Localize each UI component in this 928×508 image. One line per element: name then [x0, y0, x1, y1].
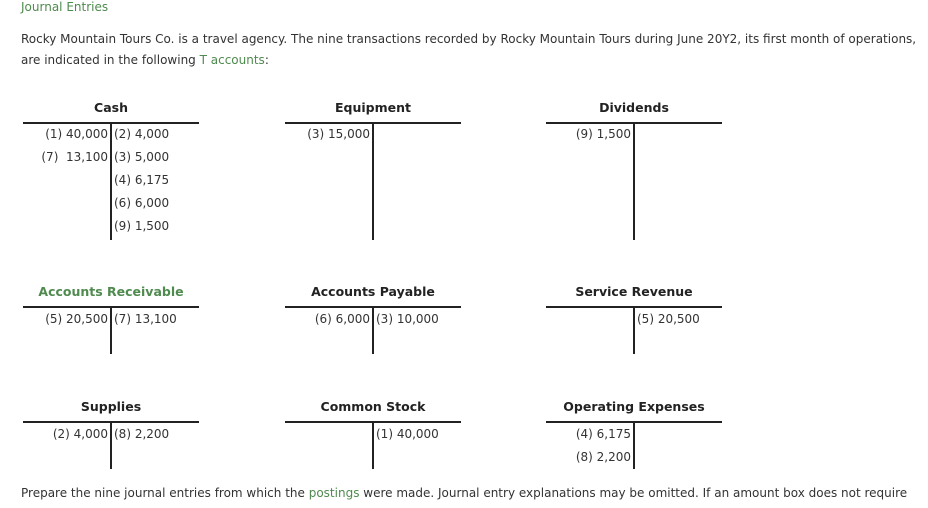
intro-suffix: :: [264, 53, 269, 67]
account-title: Operating Expenses: [563, 399, 705, 414]
credit-column: [114, 123, 169, 238]
account-title: Common Stock: [320, 399, 426, 414]
credit-entry: (5) 20,500: [637, 312, 700, 326]
debit-column: [53, 423, 108, 446]
debit-entry: (1) 40,000: [45, 127, 108, 141]
page-heading: Journal Entries: [21, 0, 109, 14]
account-title: Service Revenue: [575, 284, 693, 299]
t-account-divider: [372, 124, 374, 240]
t-account-divider: [633, 308, 635, 354]
debit-column: [41, 123, 108, 169]
credit-column: [114, 423, 169, 446]
account-title: Dividends: [599, 100, 669, 115]
debit-entry: (5) 20,500: [45, 312, 108, 326]
credit-entry: (2) 4,000: [114, 127, 170, 141]
debit-entry: (8) 2,200: [575, 450, 631, 464]
instructions-text: Prepare the nine journal entries from which the: [21, 486, 309, 500]
t-account-divider: [372, 308, 374, 354]
debit-column: [576, 123, 631, 146]
credit-entry: (3) 5,000: [114, 150, 170, 164]
credit-column: [376, 423, 439, 446]
credit-column: [637, 308, 700, 331]
credit-entry: (1) 40,000: [376, 427, 439, 441]
debit-entry: (3) 15,000: [307, 127, 370, 141]
t-accounts-link[interactable]: T accounts: [199, 53, 265, 67]
debit-column: [576, 423, 631, 469]
intro-text: Rocky Mountain Tours Co. is a travel agency. The nine transactions recorded by Rocky Mountain Tours during June 20Y2, its first month of operations, are indicated in the following: [21, 32, 917, 67]
account-title: Accounts Payable: [311, 284, 435, 299]
t-account-divider: [633, 124, 635, 240]
account-title: Equipment: [335, 100, 411, 115]
account-title: Supplies: [80, 399, 142, 414]
t-account-divider: [372, 423, 374, 469]
debit-entry: (2) 4,000: [52, 427, 108, 441]
t-account-divider: [110, 308, 112, 354]
postings-link[interactable]: postings: [308, 486, 360, 500]
credit-column: [376, 308, 439, 331]
credit-entry: (4) 6,175: [114, 173, 170, 187]
debit-entry: (7) 13,100: [41, 150, 108, 164]
debit-entry: (6) 6,000: [314, 312, 370, 326]
t-account-divider: [110, 124, 112, 240]
instructions-paragraph: [21, 486, 926, 500]
instructions-text-continued: were made. Journal entry explanations may be omitted. If an amount box does not require: [359, 486, 908, 500]
credit-entry: (3) 10,000: [376, 312, 439, 326]
debit-column: [307, 123, 370, 146]
credit-entry: (7) 13,100: [114, 312, 177, 326]
account-title-link[interactable]: Accounts Receivable: [38, 284, 184, 299]
debit-entry: (9) 1,500: [575, 127, 631, 141]
debit-column: [45, 308, 108, 331]
credit-entry: (6) 6,000: [114, 196, 170, 210]
intro-paragraph: [21, 29, 926, 71]
credit-entry: (9) 1,500: [114, 219, 170, 233]
account-title: Cash: [94, 100, 128, 115]
t-account-divider: [633, 423, 635, 469]
debit-entry: (4) 6,175: [575, 427, 631, 441]
credit-entry: (8) 2,200: [114, 427, 170, 441]
t-account-divider: [110, 423, 112, 469]
debit-column: [315, 308, 370, 331]
credit-column: [114, 308, 177, 331]
